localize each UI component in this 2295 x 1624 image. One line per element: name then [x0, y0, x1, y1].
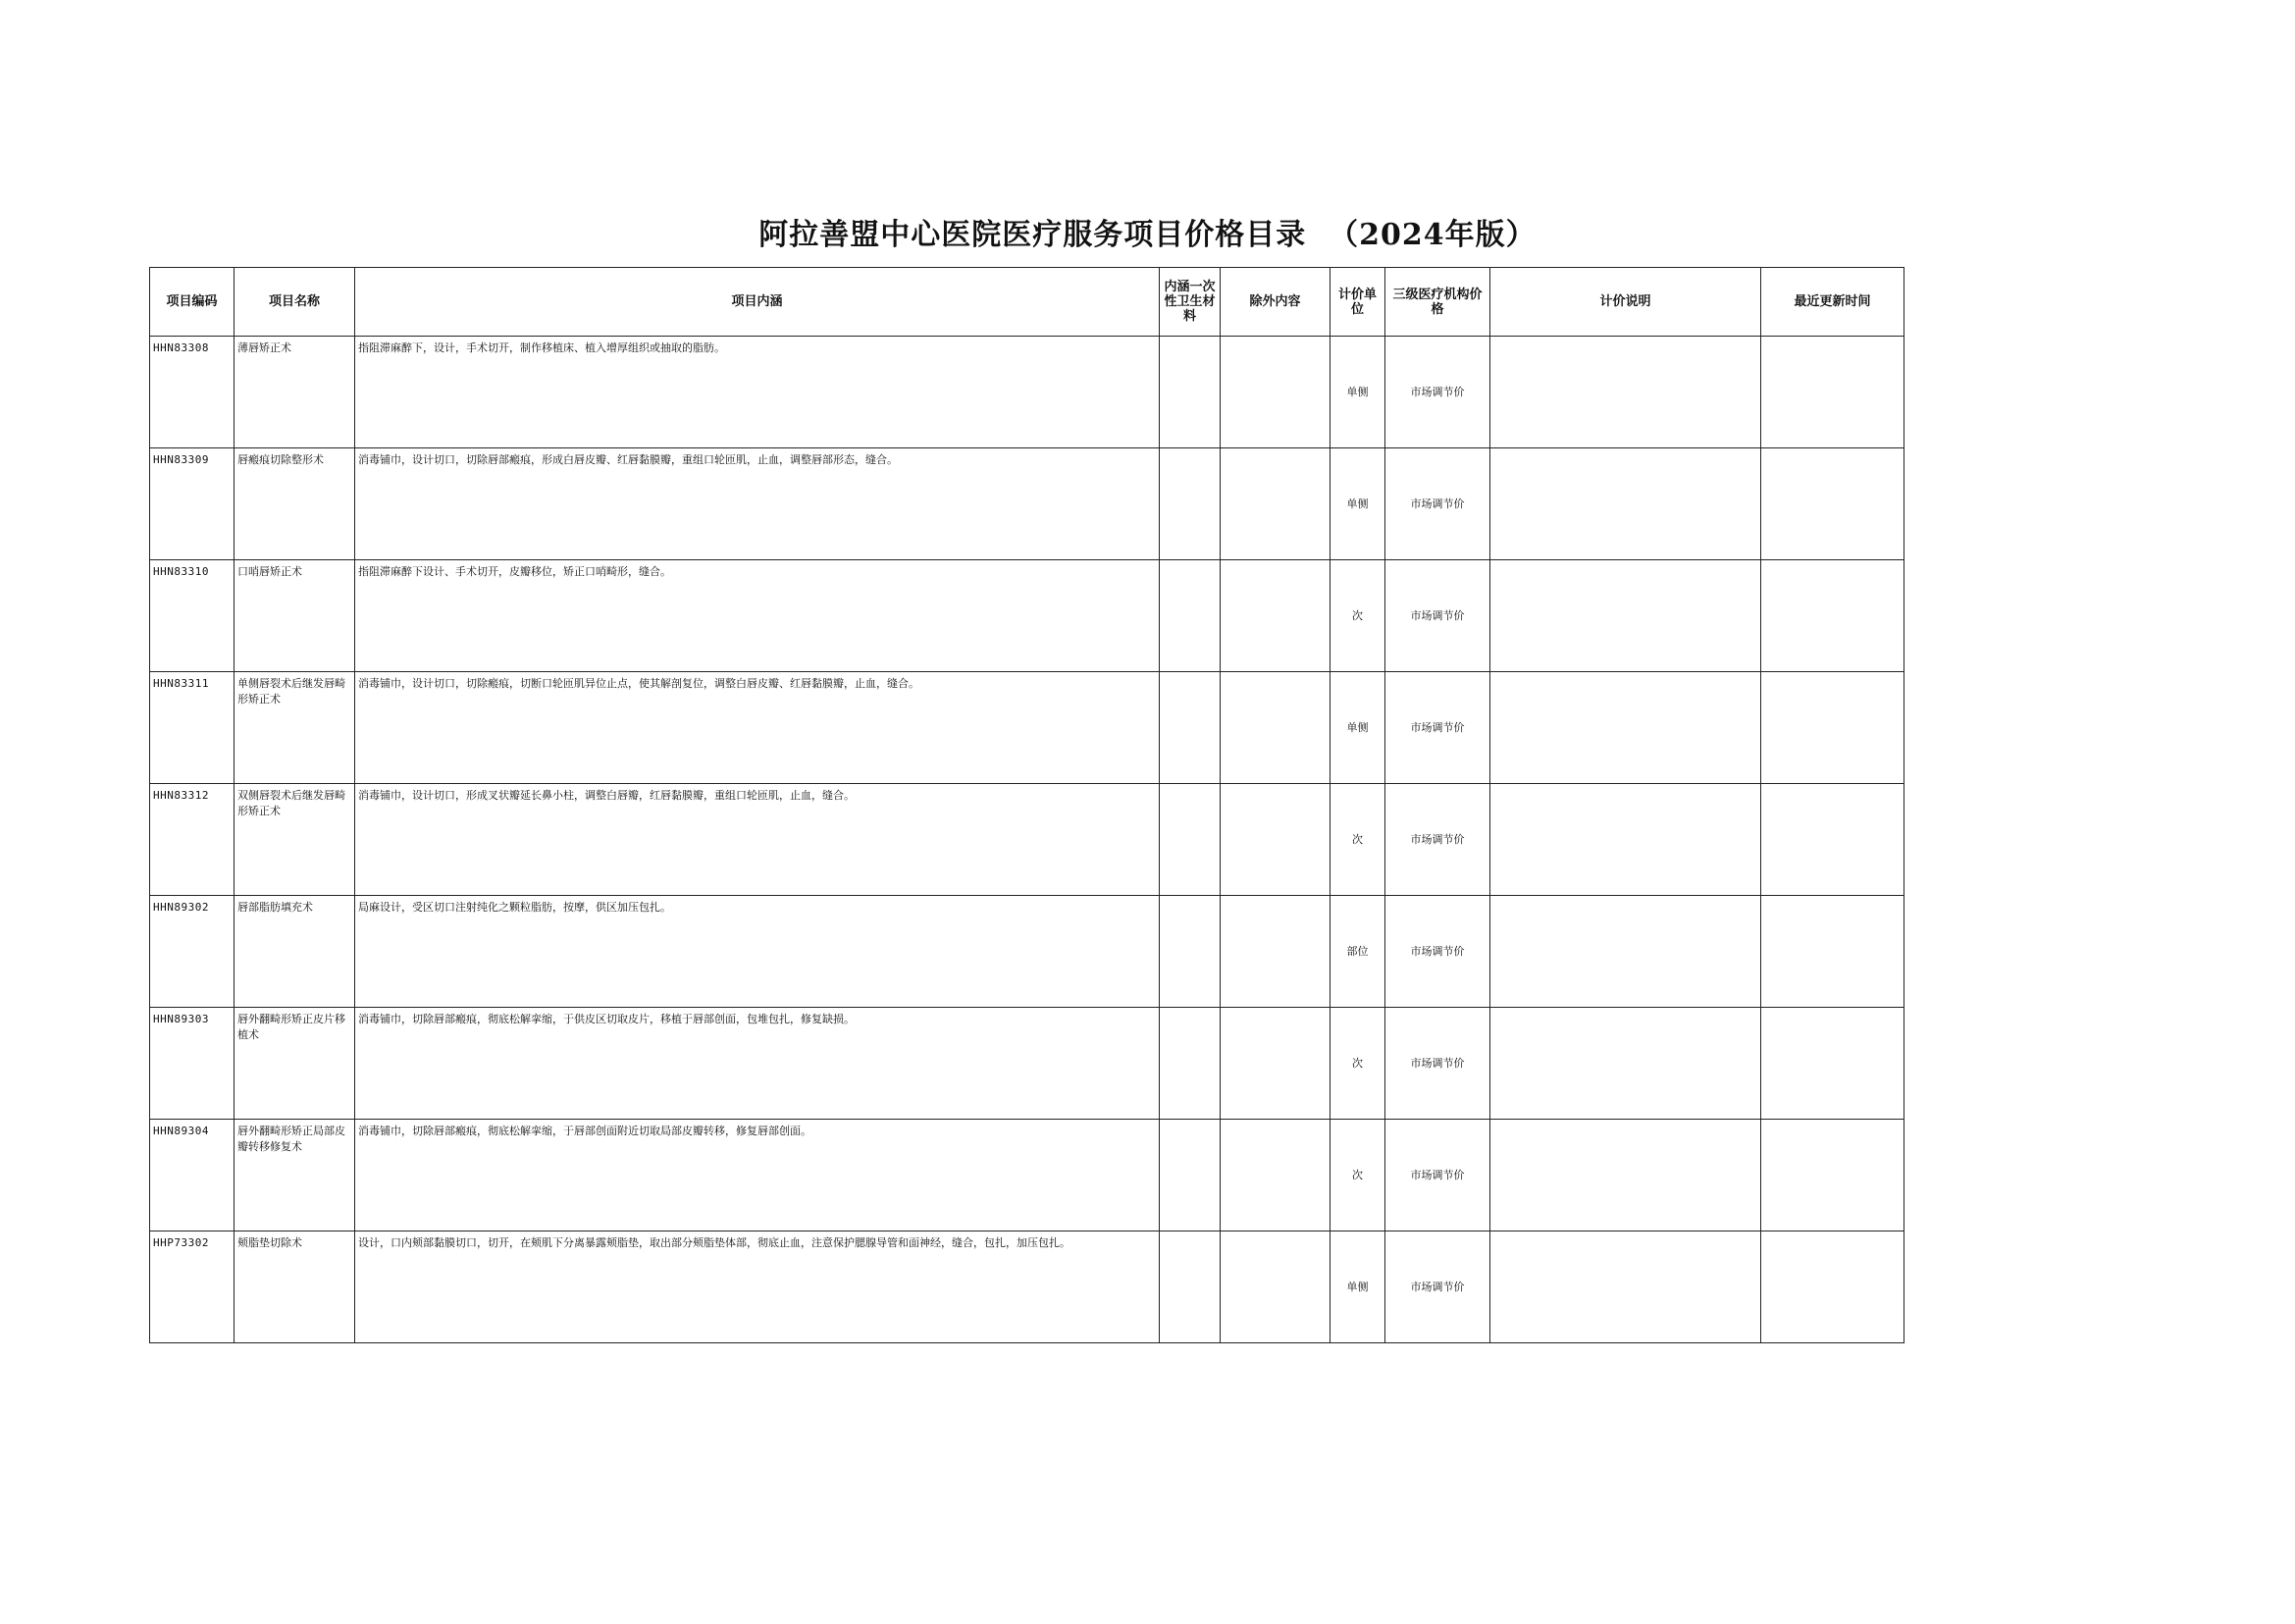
cell-notes — [1490, 672, 1761, 784]
table-row — [150, 1120, 1904, 1231]
cell-notes — [1490, 896, 1761, 1008]
cell-exclusions — [1221, 1008, 1330, 1120]
cell-price: 市场调节价 — [1385, 1008, 1490, 1120]
cell-consumables — [1160, 560, 1221, 672]
cell-notes — [1490, 337, 1761, 448]
cell-unit: 次 — [1330, 560, 1385, 672]
cell-content: 消毒铺巾，切除唇部瘢痕，彻底松解挛缩，于供皮区切取皮片，移植于唇部创面，包堆包扎，修复缺损。 — [355, 1008, 1160, 1120]
table-row — [150, 784, 1904, 896]
cell-price: 市场调节价 — [1385, 784, 1490, 896]
cell-exclusions — [1221, 1120, 1330, 1231]
cell-exclusions — [1221, 784, 1330, 896]
table-row — [150, 896, 1904, 1008]
cell-price: 市场调节价 — [1385, 896, 1490, 1008]
cell-price: 市场调节价 — [1385, 448, 1490, 560]
cell-name: 唇外翻畸形矫正皮片移植术 — [235, 1008, 355, 1120]
header-exclusions: 除外内容 — [1221, 268, 1330, 337]
header-content: 项目内涵 — [355, 268, 1160, 337]
cell-unit: 单侧 — [1330, 672, 1385, 784]
cell-code: HHN89304 — [150, 1120, 235, 1231]
cell-code: HHN83308 — [150, 337, 235, 448]
cell-exclusions — [1221, 896, 1330, 1008]
cell-consumables — [1160, 1231, 1221, 1343]
cell-consumables — [1160, 1120, 1221, 1231]
cell-notes — [1490, 1231, 1761, 1343]
cell-notes — [1490, 448, 1761, 560]
cell-content: 指阻滞麻醉下设计、手术切开，皮瓣移位，矫正口哨畸形，缝合。 — [355, 560, 1160, 672]
cell-notes — [1490, 1120, 1761, 1231]
cell-exclusions — [1221, 1231, 1330, 1343]
cell-code: HHN89302 — [150, 896, 235, 1008]
table-row — [150, 1008, 1904, 1120]
cell-name: 口哨唇矫正术 — [235, 560, 355, 672]
cell-updated — [1761, 896, 1904, 1008]
cell-content: 局麻设计，受区切口注射纯化之颗粒脂肪，按摩，供区加压包扎。 — [355, 896, 1160, 1008]
header-consumables: 内涵一次性卫生材料 — [1160, 268, 1221, 337]
cell-consumables — [1160, 448, 1221, 560]
cell-unit: 次 — [1330, 784, 1385, 896]
cell-content: 指阻滞麻醉下，设计，手术切开，制作移植床、植入增厚组织或抽取的脂肪。 — [355, 337, 1160, 448]
cell-consumables — [1160, 337, 1221, 448]
table-row — [150, 337, 1904, 448]
cell-unit: 单侧 — [1330, 337, 1385, 448]
table-header-row — [150, 268, 1904, 337]
cell-exclusions — [1221, 672, 1330, 784]
header-updated: 最近更新时间 — [1761, 268, 1904, 337]
cell-updated — [1761, 337, 1904, 448]
cell-exclusions — [1221, 337, 1330, 448]
cell-notes — [1490, 1008, 1761, 1120]
cell-content: 消毒铺巾，设计切口，切除唇部瘢痕，形成白唇皮瓣、红唇黏膜瓣，重组口轮匝肌，止血，调整唇部形态，缝合。 — [355, 448, 1160, 560]
cell-updated — [1761, 1231, 1904, 1343]
cell-code: HHN83310 — [150, 560, 235, 672]
cell-price: 市场调节价 — [1385, 1120, 1490, 1231]
cell-exclusions — [1221, 560, 1330, 672]
cell-content: 消毒铺巾，切除唇部瘢痕，彻底松解挛缩，于唇部创面附近切取局部皮瓣转移，修复唇部创面。 — [355, 1120, 1160, 1231]
cell-unit: 单侧 — [1330, 448, 1385, 560]
cell-unit: 单侧 — [1330, 1231, 1385, 1343]
table-row — [150, 448, 1904, 560]
cell-updated — [1761, 1008, 1904, 1120]
header-price: 三级医疗机构价格 — [1385, 268, 1490, 337]
cell-consumables — [1160, 784, 1221, 896]
cell-consumables — [1160, 1008, 1221, 1120]
cell-consumables — [1160, 896, 1221, 1008]
cell-code: HHN83311 — [150, 672, 235, 784]
cell-unit: 次 — [1330, 1120, 1385, 1231]
cell-price: 市场调节价 — [1385, 1231, 1490, 1343]
cell-unit: 部位 — [1330, 896, 1385, 1008]
cell-content: 消毒铺巾，设计切口，形成叉状瓣延长鼻小柱，调整白唇瓣，红唇黏膜瓣，重组口轮匝肌，止血，缝合。 — [355, 784, 1160, 896]
cell-price: 市场调节价 — [1385, 560, 1490, 672]
cell-price: 市场调节价 — [1385, 337, 1490, 448]
cell-code: HHP73302 — [150, 1231, 235, 1343]
table-row — [150, 672, 1904, 784]
cell-name: 双侧唇裂术后继发唇畸形矫正术 — [235, 784, 355, 896]
cell-price: 市场调节价 — [1385, 672, 1490, 784]
cell-name: 单侧唇裂术后继发唇畸形矫正术 — [235, 672, 355, 784]
header-name: 项目名称 — [235, 268, 355, 337]
table-row — [150, 560, 1904, 672]
page-title: 阿拉善盟中心医院医疗服务项目价格目录 （2024年版） — [758, 218, 1537, 252]
cell-notes — [1490, 784, 1761, 896]
cell-code: HHN83309 — [150, 448, 235, 560]
cell-updated — [1761, 672, 1904, 784]
cell-consumables — [1160, 672, 1221, 784]
cell-content: 设计，口内颊部黏膜切口，切开，在颊肌下分离暴露颊脂垫，取出部分颊脂垫体部，彻底止血，注意保护腮腺导管和面神经，缝合，包扎，加压包扎。 — [355, 1231, 1160, 1343]
header-code: 项目编码 — [150, 268, 235, 337]
cell-updated — [1761, 448, 1904, 560]
cell-updated — [1761, 1120, 1904, 1231]
table-row — [150, 1231, 1904, 1343]
cell-updated — [1761, 784, 1904, 896]
cell-name: 唇部脂肪填充术 — [235, 896, 355, 1008]
cell-name: 唇外翻畸形矫正局部皮瓣转移修复术 — [235, 1120, 355, 1231]
cell-code: HHN89303 — [150, 1008, 235, 1120]
cell-content: 消毒铺巾，设计切口，切除瘢痕，切断口轮匝肌异位止点，使其解剖复位，调整白唇皮瓣、红唇黏膜瓣，止血，缝合。 — [355, 672, 1160, 784]
cell-name: 薄唇矫正术 — [235, 337, 355, 448]
cell-name: 唇瘢痕切除整形术 — [235, 448, 355, 560]
cell-notes — [1490, 560, 1761, 672]
cell-exclusions — [1221, 448, 1330, 560]
cell-code: HHN83312 — [150, 784, 235, 896]
header-unit: 计价单位 — [1330, 268, 1385, 337]
price-table — [149, 267, 1904, 1343]
cell-updated — [1761, 560, 1904, 672]
cell-name: 颊脂垫切除术 — [235, 1231, 355, 1343]
header-notes: 计价说明 — [1490, 268, 1761, 337]
cell-unit: 次 — [1330, 1008, 1385, 1120]
